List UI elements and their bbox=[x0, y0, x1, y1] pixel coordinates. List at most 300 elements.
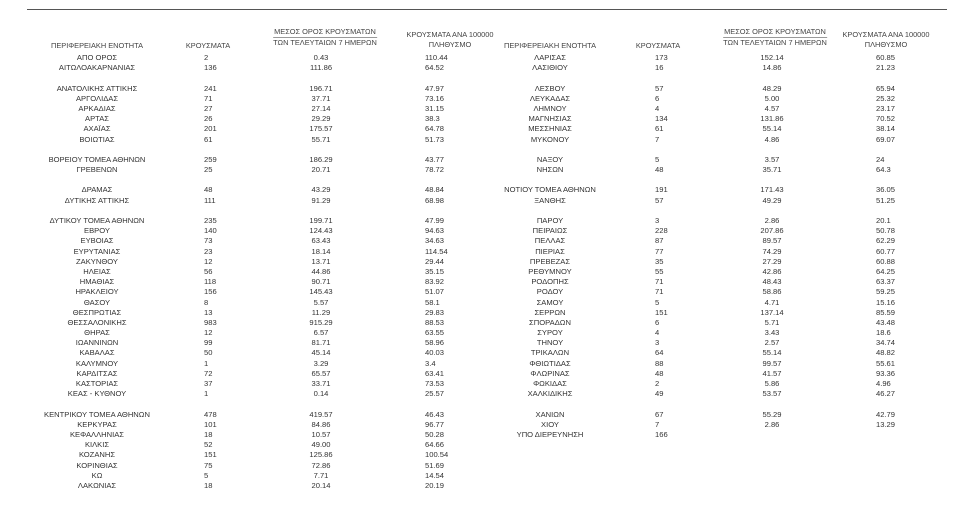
cases-cell: 136 bbox=[204, 63, 217, 73]
region-cell: ΚΑΣΤΟΡΙΑΣ bbox=[75, 379, 119, 388]
table-row bbox=[0, 307, 896, 318]
cases-cell: 71 bbox=[655, 277, 664, 287]
avg-cell: 20.14 bbox=[311, 480, 331, 490]
region-cell: ΑΡΚΑΔΙΑΣ bbox=[78, 103, 116, 113]
region-cell: ΑΠΟ ΟΡΟΣ bbox=[76, 53, 118, 62]
avg-cell: 84.86 bbox=[311, 419, 331, 429]
cases-cell: 5 bbox=[204, 470, 209, 480]
region-cell: ΚΕΑΣ - ΚΥΘΝΟΥ bbox=[67, 389, 127, 399]
table-row bbox=[0, 317, 896, 328]
per100k-cell: 29.83 bbox=[425, 307, 445, 317]
table-row bbox=[0, 236, 896, 246]
avg-cell: 91.29 bbox=[311, 195, 331, 205]
avg-cell: 2.86 bbox=[764, 419, 780, 429]
per100k-cell: 29.44 bbox=[425, 256, 445, 266]
cases-cell: 72 bbox=[204, 368, 213, 378]
cases-cell: 151 bbox=[204, 450, 217, 460]
region-cell: ΔΥΤΙΚΗΣ ΑΤΤΙΚΗΣ bbox=[64, 195, 130, 205]
table-row bbox=[0, 145, 470, 155]
right-header-region: ΠΕΡΙΦΕΡΕΙΑΚΗ ΕΝΟΤΗΤΑ bbox=[504, 41, 596, 50]
avg-cell: 5.57 bbox=[313, 297, 329, 307]
region-cell: ΚΩ bbox=[91, 470, 103, 480]
avg-cell: 2.57 bbox=[764, 338, 780, 348]
region-cell: ΧΙΟΥ bbox=[541, 419, 559, 429]
cases-cell: 48 bbox=[655, 368, 664, 378]
table-row bbox=[0, 348, 896, 358]
per100k-cell: 83.92 bbox=[425, 277, 445, 287]
cases-cell: 18 bbox=[204, 480, 213, 490]
avg-cell: 49.29 bbox=[762, 195, 782, 205]
region-cell: ΡΟΔΟΠΗΣ bbox=[531, 277, 569, 287]
per100k-cell: 3.4 bbox=[425, 358, 436, 368]
per100k-cell: 63.41 bbox=[425, 368, 445, 378]
cases-cell: 12 bbox=[204, 328, 213, 338]
per100k-cell: 60.77 bbox=[876, 246, 896, 256]
per100k-cell: 46.27 bbox=[876, 389, 896, 399]
region-cell: ΜΑΓΝΗΣΙΑΣ bbox=[528, 114, 572, 124]
per100k-cell: 31.15 bbox=[425, 103, 445, 113]
avg-cell: 18.14 bbox=[311, 246, 331, 256]
per100k-cell: 68.98 bbox=[425, 195, 445, 205]
avg-cell: 44.86 bbox=[311, 266, 331, 276]
per100k-cell: 88.53 bbox=[425, 317, 445, 327]
per100k-cell: 69.07 bbox=[876, 134, 896, 144]
cases-cell: 71 bbox=[204, 93, 213, 103]
table-row bbox=[0, 165, 891, 175]
region-cell: ΝΗΣΩΝ bbox=[536, 165, 564, 175]
table-row bbox=[0, 429, 668, 440]
avg-cell: 124.43 bbox=[309, 226, 333, 236]
region-cell: ΣΥΡΟΥ bbox=[537, 328, 563, 338]
cases-cell: 7 bbox=[655, 419, 660, 429]
per100k-cell: 50.28 bbox=[425, 429, 445, 439]
cases-cell: 2 bbox=[655, 379, 660, 388]
avg-cell: 175.57 bbox=[309, 124, 333, 134]
cases-cell: 55 bbox=[655, 266, 664, 276]
avg-cell: 43.29 bbox=[311, 185, 331, 195]
cases-cell: 88 bbox=[655, 358, 664, 368]
avg-cell: 0.14 bbox=[313, 389, 329, 399]
avg-cell: 99.57 bbox=[762, 358, 782, 368]
per100k-cell: 40.03 bbox=[425, 348, 445, 358]
avg-cell: 3.57 bbox=[764, 154, 780, 164]
cases-cell: 75 bbox=[204, 460, 213, 470]
avg-cell: 41.57 bbox=[762, 368, 782, 378]
cases-cell: 983 bbox=[204, 317, 217, 327]
per100k-cell: 51.73 bbox=[425, 134, 445, 144]
per100k-cell: 4.96 bbox=[876, 379, 891, 388]
avg-cell: 199.71 bbox=[309, 216, 333, 225]
avg-cell: 915.29 bbox=[309, 317, 333, 327]
region-cell: ΘΑΣΟΥ bbox=[83, 297, 111, 307]
left-header-region: ΠΕΡΙΦΕΡΕΙΑΚΗ ΕΝΟΤΗΤΑ bbox=[51, 41, 143, 50]
cases-cell: 49 bbox=[655, 389, 664, 399]
cases-cell: 4 bbox=[655, 103, 660, 113]
per100k-cell: 48.84 bbox=[425, 185, 445, 195]
cases-cell: 77 bbox=[655, 246, 664, 256]
per100k-cell: 14.54 bbox=[425, 470, 445, 480]
avg-cell: 53.57 bbox=[762, 389, 782, 399]
cases-cell: 27 bbox=[204, 103, 213, 113]
region-cell: ΚΑΒΑΛΑΣ bbox=[79, 348, 115, 358]
per100k-cell: 63.37 bbox=[876, 277, 896, 287]
per100k-cell: 34.74 bbox=[876, 338, 896, 348]
cases-cell: 140 bbox=[204, 226, 217, 236]
per100k-cell: 25.32 bbox=[876, 93, 896, 103]
cases-cell: 67 bbox=[655, 409, 664, 419]
cases-cell: 13 bbox=[204, 307, 213, 317]
avg-cell: 72.86 bbox=[311, 460, 331, 470]
cases-cell: 35 bbox=[655, 256, 664, 266]
table-row bbox=[0, 53, 896, 63]
table-row bbox=[0, 124, 896, 134]
cases-cell: 201 bbox=[204, 124, 217, 134]
avg-cell: 55.29 bbox=[762, 409, 782, 419]
avg-cell: 207.86 bbox=[760, 226, 784, 236]
per100k-cell: 23.17 bbox=[876, 103, 896, 113]
cases-cell: 3 bbox=[655, 338, 660, 348]
avg-cell: 33.71 bbox=[311, 379, 331, 388]
region-cell: ΗΜΑΘΙΑΣ bbox=[79, 277, 115, 287]
region-cell: ΒΟΡΕΙΟΥ ΤΟΜΕΑ ΑΘΗΝΩΝ bbox=[48, 154, 146, 164]
cases-cell: 52 bbox=[204, 440, 213, 450]
region-cell: ΑΡΤΑΣ bbox=[85, 114, 109, 124]
region-cell: ΛΕΣΒΟΥ bbox=[534, 83, 566, 93]
table-row bbox=[0, 379, 891, 389]
avg-cell: 55.14 bbox=[762, 124, 782, 134]
per100k-cell: 35.15 bbox=[425, 266, 445, 276]
table-row bbox=[0, 277, 896, 287]
left-header-per100k: ΚΡΟΥΣΜΑΤΑ ΑΝΑ 100000 ΠΛΗΘΥΣΜΟ bbox=[406, 30, 494, 49]
per100k-cell: 65.94 bbox=[876, 83, 896, 93]
table-row bbox=[0, 481, 470, 491]
avg-cell: 6.57 bbox=[313, 328, 329, 338]
region-cell: ΚΑΛΥΜΝΟΥ bbox=[75, 358, 119, 368]
per100k-cell: 51.69 bbox=[425, 460, 445, 470]
region-cell: ΚΟΡΙΝΘΙΑΣ bbox=[76, 460, 118, 470]
cases-cell: 259 bbox=[204, 154, 217, 164]
cases-cell: 235 bbox=[204, 216, 217, 225]
per100k-cell: 70.52 bbox=[876, 114, 896, 124]
avg-cell: 37.71 bbox=[311, 93, 331, 103]
region-cell: ΝΑΞΟΥ bbox=[536, 154, 564, 164]
region-cell: ΗΛΕΙΑΣ bbox=[83, 266, 111, 276]
region-cell: ΣΑΜΟΥ bbox=[536, 297, 564, 307]
per100k-cell: 36.05 bbox=[876, 185, 896, 195]
cases-cell: 3 bbox=[655, 216, 660, 225]
region-cell: ΚΕΝΤΡΙΚΟΥ ΤΟΜΕΑ ΑΘΗΝΩΝ bbox=[44, 409, 150, 419]
cases-cell: 5 bbox=[655, 154, 660, 164]
table-row bbox=[0, 419, 896, 430]
table-row bbox=[0, 266, 896, 277]
avg-cell: 125.86 bbox=[309, 450, 333, 460]
per100k-cell: 63.55 bbox=[425, 328, 445, 338]
per100k-cell: 64.78 bbox=[425, 124, 445, 134]
per100k-cell: 42.79 bbox=[876, 409, 896, 419]
cases-cell: 241 bbox=[204, 83, 217, 93]
avg-cell: 4.71 bbox=[764, 297, 780, 307]
right-header-avg: ΜΕΣΟΣ ΟΡΟΣ ΚΡΟΥΣΜΑΤΩΝ ΤΩΝ ΤΕΛΕΥΤΑΙΩΝ 7 ΗΜΕΡΩΝ bbox=[723, 27, 827, 47]
avg-cell: 4.57 bbox=[764, 103, 780, 113]
cases-cell: 2 bbox=[204, 53, 209, 62]
avg-cell: 186.29 bbox=[309, 154, 333, 164]
cases-cell: 64 bbox=[655, 348, 664, 358]
region-cell: ΛΑΣΙΘΙΟΥ bbox=[532, 63, 568, 73]
avg-cell: 152.14 bbox=[760, 53, 784, 62]
table-row bbox=[0, 185, 896, 195]
per100k-cell: 64.66 bbox=[425, 440, 445, 450]
table-row bbox=[0, 389, 896, 399]
per100k-cell: 18.6 bbox=[876, 328, 891, 338]
table-row bbox=[0, 471, 470, 481]
per100k-cell: 43.48 bbox=[876, 317, 896, 327]
table-row bbox=[0, 134, 896, 145]
per100k-cell: 58.1 bbox=[425, 297, 440, 307]
per100k-cell: 47.97 bbox=[425, 83, 445, 93]
table-row bbox=[0, 287, 896, 297]
table-row bbox=[0, 399, 470, 409]
table-row bbox=[0, 154, 885, 165]
region-cell: ΑΧΑΪΑΣ bbox=[83, 124, 111, 134]
cases-cell: 156 bbox=[204, 287, 217, 297]
region-cell: ΚΟΖΑΝΗΣ bbox=[78, 450, 116, 460]
avg-cell: 3.29 bbox=[313, 358, 329, 368]
per100k-cell: 51.07 bbox=[425, 287, 445, 297]
table-row bbox=[0, 206, 470, 216]
avg-cell: 27.29 bbox=[762, 256, 782, 266]
per100k-cell: 85.59 bbox=[876, 307, 896, 317]
region-cell: ΔΡΑΜΑΣ bbox=[81, 185, 113, 195]
table-row bbox=[0, 246, 896, 257]
cases-cell: 478 bbox=[204, 409, 217, 419]
region-cell: ΕΥΒΟΙΑΣ bbox=[80, 236, 114, 246]
cases-cell: 26 bbox=[204, 114, 213, 124]
region-cell: ΦΛΩΡΙΝΑΣ bbox=[530, 368, 570, 378]
avg-cell: 65.57 bbox=[311, 368, 331, 378]
avg-cell: 55.71 bbox=[311, 134, 331, 144]
avg-cell: 11.29 bbox=[311, 307, 331, 317]
cases-cell: 118 bbox=[204, 277, 217, 287]
avg-cell: 131.86 bbox=[760, 114, 784, 124]
region-cell: ΧΑΛΚΙΔΙΚΗΣ bbox=[527, 389, 573, 399]
per100k-cell: 43.77 bbox=[425, 154, 445, 164]
right-header-cases: ΚΡΟΥΣΜΑΤΑ bbox=[635, 41, 681, 50]
region-cell: ΠΕΛΛΑΣ bbox=[534, 236, 566, 246]
avg-cell: 48.43 bbox=[762, 277, 782, 287]
region-cell: ΖΑΚΥΝΘΟΥ bbox=[76, 256, 118, 266]
region-cell: ΕΒΡΟΥ bbox=[84, 226, 110, 236]
region-cell: ΜΕΣΣΗΝΙΑΣ bbox=[528, 124, 572, 134]
region-cell: ΠΕΙΡΑΙΩΣ bbox=[532, 226, 568, 236]
table-row bbox=[0, 73, 470, 83]
avg-cell: 89.57 bbox=[762, 236, 782, 246]
avg-cell: 48.29 bbox=[762, 83, 782, 93]
per100k-cell: 64.25 bbox=[876, 266, 896, 276]
per100k-cell: 48.82 bbox=[876, 348, 896, 358]
region-cell: ΔΥΤΙΚΟΥ ΤΟΜΕΑ ΑΘΗΝΩΝ bbox=[49, 216, 145, 225]
cases-cell: 228 bbox=[655, 226, 668, 236]
region-cell: ΥΠΟ ΔΙΕΡΕΥΝΗΣΗ bbox=[516, 429, 584, 439]
avg-cell: 58.86 bbox=[762, 287, 782, 297]
region-cell: ΣΠΟΡΑΔΩΝ bbox=[529, 317, 571, 327]
table-row bbox=[0, 338, 896, 348]
per100k-cell: 13.29 bbox=[876, 419, 896, 429]
region-cell: ΠΙΕΡΙΑΣ bbox=[535, 246, 565, 256]
per100k-cell: 20.19 bbox=[425, 480, 445, 490]
cases-cell: 71 bbox=[655, 287, 664, 297]
table-row bbox=[0, 297, 896, 308]
table-row bbox=[0, 83, 896, 94]
avg-cell: 42.86 bbox=[762, 266, 782, 276]
avg-cell: 13.71 bbox=[311, 256, 331, 266]
avg-cell: 2.86 bbox=[764, 216, 780, 225]
region-cell: ΡΕΘΥΜΝΟΥ bbox=[528, 266, 572, 276]
table-row bbox=[0, 358, 896, 369]
table-row bbox=[0, 175, 470, 185]
region-cell: ΚΕΦΑΛΛΗΝΙΑΣ bbox=[69, 429, 125, 439]
per100k-cell: 24 bbox=[876, 154, 885, 164]
table-row bbox=[0, 409, 896, 420]
region-cell: ΦΩΚΙΔΑΣ bbox=[533, 379, 567, 388]
cases-cell: 18 bbox=[204, 429, 213, 439]
cases-cell: 48 bbox=[655, 165, 664, 175]
table-row bbox=[0, 216, 891, 226]
per100k-cell: 73.53 bbox=[425, 379, 445, 388]
avg-cell: 35.71 bbox=[762, 165, 782, 175]
avg-cell: 20.71 bbox=[311, 165, 331, 175]
region-cell: ΘΕΣΣΑΛΟΝΙΚΗΣ bbox=[67, 317, 127, 327]
cases-cell: 7 bbox=[655, 134, 660, 144]
right-table bbox=[0, 53, 896, 440]
per100k-cell: 64.3 bbox=[876, 165, 891, 175]
avg-cell: 29.29 bbox=[311, 114, 331, 124]
per100k-cell: 73.16 bbox=[425, 93, 445, 103]
table-row bbox=[0, 63, 896, 73]
per100k-cell: 64.52 bbox=[425, 63, 445, 73]
region-cell: ΣΕΡΡΩΝ bbox=[534, 307, 566, 317]
avg-cell: 45.14 bbox=[311, 348, 331, 358]
cases-cell: 25 bbox=[204, 165, 213, 175]
avg-cell: 196.71 bbox=[309, 83, 333, 93]
table-row bbox=[0, 226, 896, 236]
region-cell: ΙΩΑΝΝΙΝΩΝ bbox=[75, 338, 119, 348]
cases-cell: 61 bbox=[204, 134, 213, 144]
region-cell: ΚΙΛΚΙΣ bbox=[84, 440, 110, 450]
per100k-cell: 60.88 bbox=[876, 256, 896, 266]
per100k-cell: 34.63 bbox=[425, 236, 445, 246]
per100k-cell: 78.72 bbox=[425, 165, 445, 175]
region-cell: ΘΗΡΑΣ bbox=[84, 328, 110, 338]
per100k-cell: 38.3 bbox=[425, 114, 440, 124]
per100k-cell: 38.14 bbox=[876, 124, 896, 134]
per100k-cell: 96.77 bbox=[425, 419, 445, 429]
table-row bbox=[0, 368, 896, 379]
per100k-cell: 15.16 bbox=[876, 297, 896, 307]
cases-cell: 99 bbox=[204, 338, 213, 348]
cases-cell: 57 bbox=[655, 195, 664, 205]
region-cell: ΑΝΑΤΟΛΙΚΗΣ ΑΤΤΙΚΗΣ bbox=[56, 83, 138, 93]
per100k-cell: 94.63 bbox=[425, 226, 445, 236]
avg-cell: 3.43 bbox=[764, 328, 780, 338]
cases-cell: 12 bbox=[204, 256, 213, 266]
region-cell: ΦΘΙΩΤΙΔΑΣ bbox=[529, 358, 571, 368]
region-cell: ΘΕΣΠΡΩΤΙΑΣ bbox=[72, 307, 122, 317]
table-row bbox=[0, 195, 896, 206]
cases-cell: 1 bbox=[204, 389, 209, 399]
avg-cell: 27.14 bbox=[311, 103, 331, 113]
region-cell: ΛΗΜΝΟΥ bbox=[533, 103, 567, 113]
table-row bbox=[0, 256, 896, 267]
cases-cell: 8 bbox=[204, 297, 209, 307]
right-header-per100k: ΚΡΟΥΣΜΑΤΑ ΑΝΑ 100000 ΠΛΗΘΥΣΜΟ bbox=[842, 30, 930, 49]
cases-cell: 73 bbox=[204, 236, 213, 246]
avg-cell: 5.86 bbox=[764, 379, 780, 388]
region-cell: ΛΕΥΚΑΔΑΣ bbox=[529, 93, 571, 103]
region-cell: ΛΑΚΩΝΙΑΣ bbox=[77, 480, 117, 490]
avg-cell: 137.14 bbox=[760, 307, 784, 317]
region-cell: ΗΡΑΚΛΕΙΟΥ bbox=[75, 287, 119, 297]
region-cell: ΑΙΤΩΛΟΑΚΑΡΝΑΝΙΑΣ bbox=[58, 63, 136, 73]
table-row bbox=[0, 440, 470, 450]
table-row bbox=[0, 450, 470, 460]
per100k-cell: 55.61 bbox=[876, 358, 896, 368]
avg-cell: 171.43 bbox=[760, 185, 784, 195]
cases-cell: 16 bbox=[655, 63, 664, 73]
avg-cell: 0.43 bbox=[313, 53, 329, 62]
avg-cell: 5.71 bbox=[764, 317, 780, 327]
avg-cell: 145.43 bbox=[309, 287, 333, 297]
cases-cell: 48 bbox=[204, 185, 213, 195]
per100k-cell: 25.57 bbox=[425, 389, 445, 399]
per100k-cell: 59.25 bbox=[876, 287, 896, 297]
cases-cell: 61 bbox=[655, 124, 664, 134]
avg-cell: 49.00 bbox=[311, 440, 331, 450]
region-cell: ΜΥΚΟΝΟΥ bbox=[530, 134, 570, 144]
cases-cell: 6 bbox=[655, 317, 660, 327]
avg-cell: 111.86 bbox=[309, 63, 333, 73]
cases-cell: 166 bbox=[655, 429, 668, 439]
left-header-avg: ΜΕΣΟΣ ΟΡΟΣ ΚΡΟΥΣΜΑΤΩΝ ΤΩΝ ΤΕΛΕΥΤΑΙΩΝ 7 ΗΜΕΡΩΝ bbox=[273, 27, 377, 47]
cases-cell: 56 bbox=[204, 266, 213, 276]
avg-cell: 419.57 bbox=[309, 409, 333, 419]
per100k-cell: 21.23 bbox=[876, 63, 896, 73]
avg-cell: 63.43 bbox=[311, 236, 331, 246]
avg-cell: 5.00 bbox=[764, 93, 780, 103]
per100k-cell: 60.85 bbox=[876, 53, 896, 62]
region-cell: ΤΗΝΟΥ bbox=[536, 338, 564, 348]
per100k-cell: 51.25 bbox=[876, 195, 896, 205]
avg-cell: 7.71 bbox=[313, 470, 329, 480]
region-cell: ΞΑΝΘΗΣ bbox=[534, 195, 566, 205]
avg-cell: 4.86 bbox=[764, 134, 780, 144]
region-cell: ΠΑΡΟΥ bbox=[536, 216, 564, 225]
cases-cell: 101 bbox=[204, 419, 217, 429]
region-cell: ΛΑΡΙΣΑΣ bbox=[534, 53, 566, 62]
per100k-cell: 114.54 bbox=[425, 246, 448, 256]
table-row bbox=[0, 103, 896, 114]
cases-cell: 1 bbox=[204, 358, 209, 368]
table-row bbox=[0, 461, 470, 471]
region-cell: ΡΟΔΟΥ bbox=[536, 287, 564, 297]
avg-cell: 55.14 bbox=[762, 348, 782, 358]
per100k-cell: 50.78 bbox=[876, 226, 896, 236]
cases-cell: 6 bbox=[655, 93, 660, 103]
table-row bbox=[0, 114, 896, 124]
per100k-cell: 110.44 bbox=[425, 53, 448, 62]
region-cell: ΚΑΡΔΙΤΣΑΣ bbox=[76, 368, 118, 378]
region-cell: ΠΡΕΒΕΖΑΣ bbox=[529, 256, 571, 266]
per100k-cell: 62.29 bbox=[876, 236, 896, 246]
